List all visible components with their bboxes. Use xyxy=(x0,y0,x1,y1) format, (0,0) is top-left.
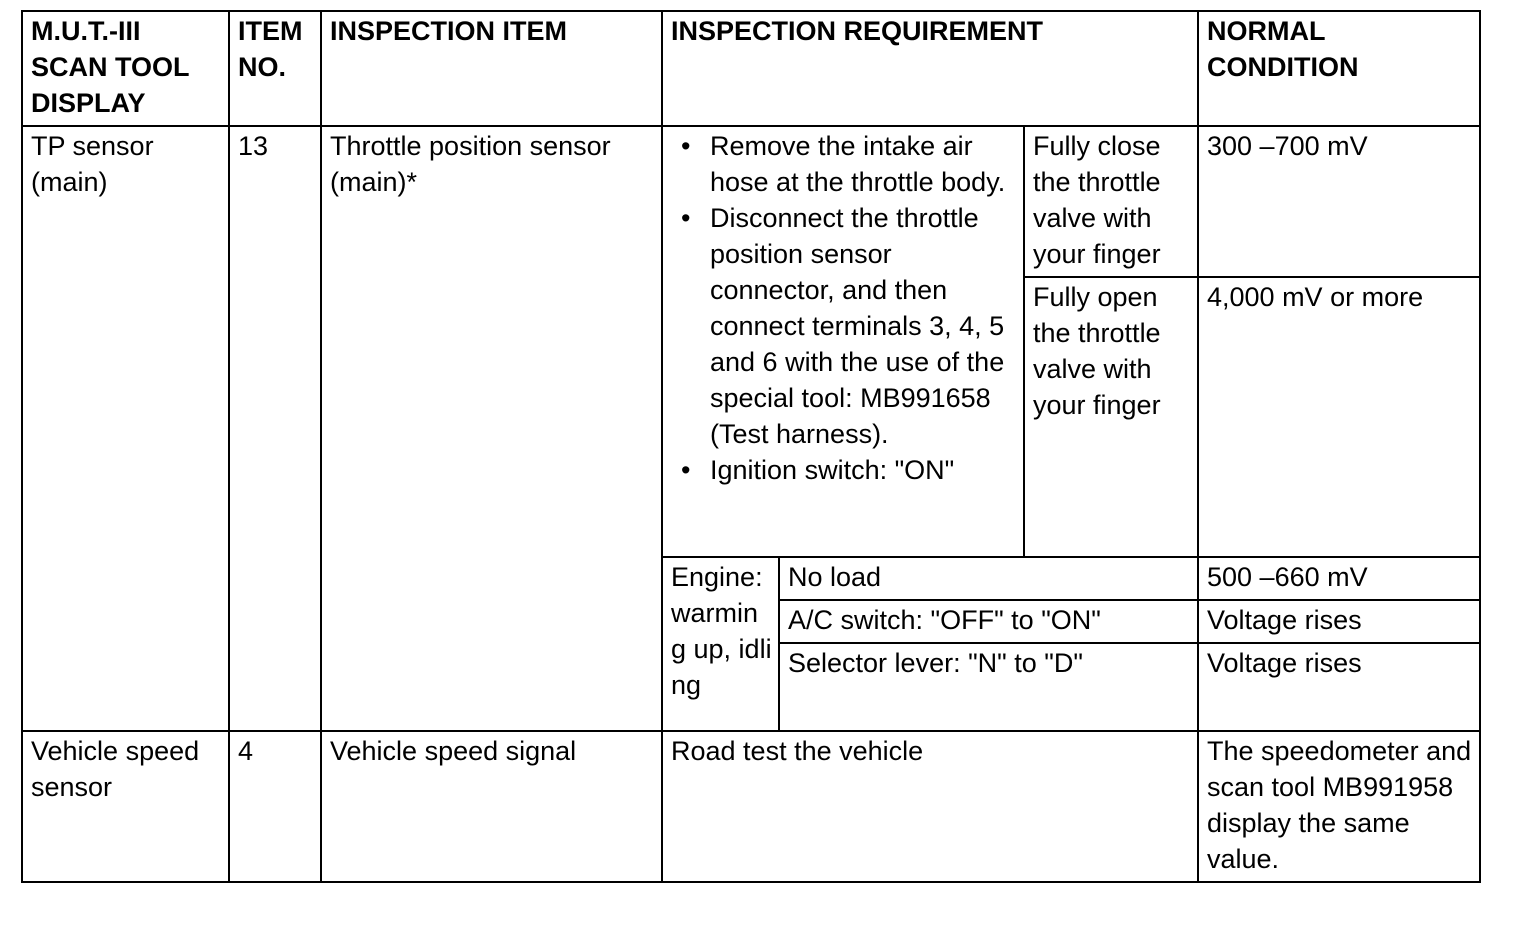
header-normal-condition: NORMAL CONDITION xyxy=(1198,11,1480,126)
speed-sensor-requirement: Road test the vehicle xyxy=(662,731,1198,882)
engine-state: Engine: warming up, idling xyxy=(662,557,779,731)
normal-no-load: 500 –660 mV xyxy=(1198,557,1480,600)
normal-selector-lever: Voltage rises xyxy=(1198,643,1480,731)
tp-sensor-item-no: 13 xyxy=(229,126,321,731)
condition-ac-switch: A/C switch: "OFF" to "ON" xyxy=(779,600,1198,643)
condition-selector-lever: Selector lever: "N" to "D" xyxy=(779,643,1198,731)
speed-sensor-item-no: 4 xyxy=(229,731,321,882)
requirement-item: • Ignition switch: "ON" xyxy=(671,452,1017,488)
table-row xyxy=(22,731,1480,882)
header-display: M.U.T.-III SCAN TOOL DISPLAY xyxy=(22,11,229,126)
requirement-item: • Remove the intake air hose at the throttle body. xyxy=(671,128,1017,200)
tp-sensor-display: TP sensor (main) xyxy=(22,126,229,731)
header-item-no: ITEM NO. xyxy=(229,11,321,126)
header-inspection-requirement: INSPECTION REQUIREMENT xyxy=(662,11,1198,126)
normal-fully-open: 4,000 mV or more xyxy=(1198,277,1480,557)
requirement-item: • Disconnect the throttle position sensor connector, and then connect terminals 3, 4, 5 and 6 with the use of the special tool: MB991658 (Test harness). xyxy=(671,200,1017,452)
normal-fully-close: 300 –700 mV xyxy=(1198,126,1480,277)
normal-ac-switch: Voltage rises xyxy=(1198,600,1480,643)
tp-sensor-requirements xyxy=(662,126,1024,557)
condition-no-load: No load xyxy=(779,557,1198,600)
table-row xyxy=(22,126,1480,277)
tp-sensor-inspection-item: Throttle position sensor (main)* xyxy=(321,126,662,731)
condition-fully-close: Fully close the throttle valve with your finger xyxy=(1024,126,1198,277)
requirement-list xyxy=(671,128,1017,488)
header-row xyxy=(22,11,1480,126)
speed-sensor-display: Vehicle speed sensor xyxy=(22,731,229,882)
condition-fully-open: Fully open the throttle valve with your finger xyxy=(1024,277,1198,557)
speed-sensor-inspection-item: Vehicle speed signal xyxy=(321,731,662,882)
header-inspection-item: INSPECTION ITEM xyxy=(321,11,662,126)
inspection-table xyxy=(21,10,1481,883)
speed-sensor-normal: The speedometer and scan tool MB991958 display the same value. xyxy=(1198,731,1480,882)
